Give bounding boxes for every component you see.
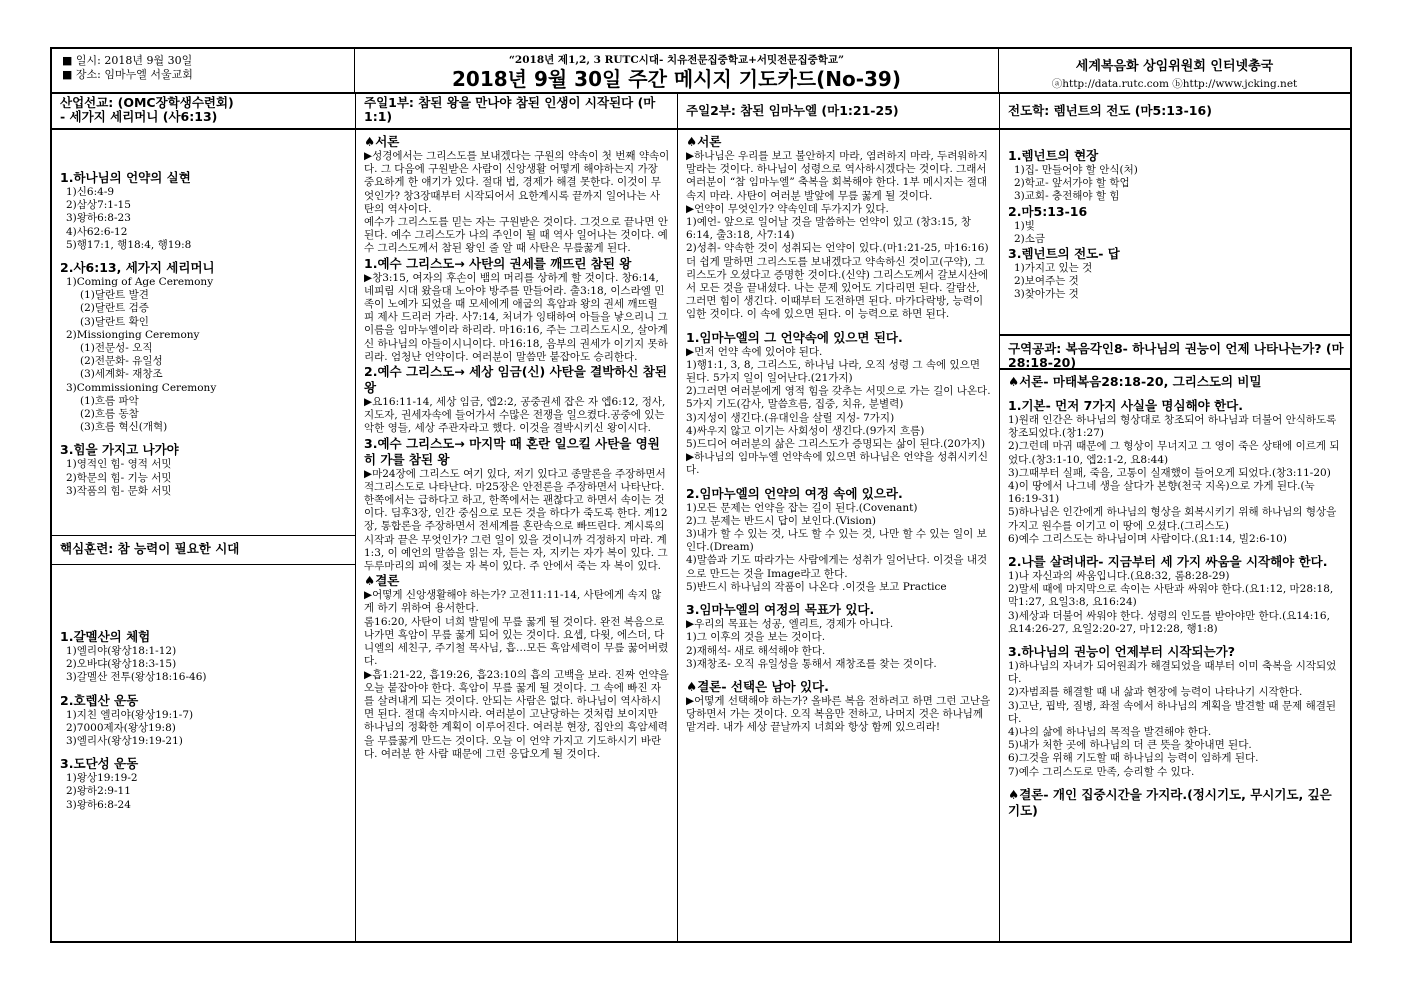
list-subitem: (3)세계화- 재창조 <box>80 368 163 381</box>
list-subitem: (1)흐름 파악 <box>80 394 139 407</box>
list-item: 3)왕하6:8-24 <box>66 798 131 811</box>
column-body-2 <box>52 565 355 812</box>
paragraph: 2)그 분제는 반드시 답이 보인다.(Vision) <box>686 514 876 527</box>
list-item: 2)왕하2:9-11 <box>66 785 131 798</box>
paragraph: ▶성경에서는 그리스도를 보내겠다는 구원의 약속이 첫 번째 약속이다. 그 다음에 구원받은 사람이 신앙생활 어떻게 해야하는지 가장 중요하게 한 얘기가 있다. 절대 법, 경제가 해결 못한다. 이것이 무엇인가? 창3장때부터 시작되어서 요한계시록 끝까지 일어나는 사탄의 역사이다. <box>364 150 670 215</box>
paragraph: 6)예수 그리스도는 하나님이며 사람이다.(요1:14, 빌2:6-10) <box>1008 532 1287 545</box>
list-item: 1)빛 <box>1014 219 1035 232</box>
section-heading: 2.예수 그리스도→ 세상 임금(신) 사탄을 결박하신 참된 왕 <box>364 364 667 396</box>
paragraph: 4)싸우지 않고 이기는 사회성이 생긴다.(9가지 흐름) <box>686 424 925 437</box>
section-heading: 2.호렙산 운동 <box>60 692 139 708</box>
spacer <box>60 252 348 260</box>
list-item: 1)엘리야(왕상18:1-12) <box>66 645 177 657</box>
header-subtitle: “2018년 제1,2, 3 RUTC시대- 치유전문집중학교+서밋전문집중학교” <box>508 54 845 66</box>
paragraph: 1)나 자신과의 싸움입니다.(요8:32, 롬8:28-29) <box>1008 570 1230 583</box>
header-title-box <box>355 49 999 92</box>
section-heading: 3.예수 그리스도→ 마지막 때 혼란 일으킬 사탄을 영원히 가를 참된 왕 <box>364 435 660 467</box>
column-evangelism <box>1000 92 1350 941</box>
section-heading: ♠결론- 선택은 남아 있다. <box>686 678 829 694</box>
section-heading: ♠서론 <box>364 134 400 149</box>
paragraph: 1)원래 인간은 하나님의 형상대로 창조되어 하나님과 더불어 안식하도록 창조되었다.(창1:27) <box>1008 414 1337 440</box>
section-heading: 3.임마누엘의 여정의 목표가 있다. <box>686 602 875 618</box>
section-heading: 2.사6:13, 세가지 세리머니 <box>60 260 215 276</box>
spacer <box>60 748 348 756</box>
list-item: 1)집- 만들어야 할 안식(처) <box>1014 164 1138 176</box>
paragraph: 3)지성이 생긴다.(유대인을 살릴 지성- 7가지) <box>686 411 895 424</box>
date-line: ■ 일시: 2018년 9월 30일 <box>62 54 193 67</box>
paragraph: 7)예수 그리스도로 만족, 승리할 수 있다. <box>1008 765 1195 778</box>
list-item: 3)교회- 충전해야 할 힘 <box>1014 190 1120 203</box>
section-heading: 3.도단성 운동 <box>60 756 139 772</box>
column-sermon-1 <box>356 92 678 941</box>
paragraph: ▶요16:11-14, 세상 임금, 엡2:2, 공중권세 잡은 자 엡6:12, 정사, 지도자, 권세자속에 들어가서 수많은 전쟁을 일으켰다.공중에 있는 악한 영들, 세상 주관자라고 했다. 이것을 결박시키신 왕이시다. <box>364 396 666 435</box>
section-heading: 1.예수 그리스도→ 사탄의 권세를 깨뜨린 참된 왕 <box>364 255 632 271</box>
paragraph: 5)반드시 하나님의 작품이 나온다 .이것을 보고 Practice <box>686 580 947 593</box>
column-body <box>1000 130 1350 302</box>
paragraph: 1)모든 문제는 언약을 잡는 길이 된다.(Covenant) <box>686 501 918 514</box>
section-heading: 2.임마누엘의 언약의 여정 속에 있으라. <box>686 485 903 501</box>
list-item: 1)신6:4-9 <box>66 186 115 198</box>
section-heading: 1.기본- 먼저 7가지 사실을 명심해야 한다. <box>1008 398 1243 413</box>
list-item: 2)소금 <box>1014 232 1046 245</box>
list-item: 3)갈멜산 전투(왕상18:16-46) <box>66 671 207 684</box>
spacer <box>1008 636 1343 644</box>
list-item: 4)사62:6-12 <box>66 225 128 238</box>
page-title: 2018년 9월 30일 주간 메시지 기도카드(No-39) <box>452 67 901 91</box>
spacer <box>686 478 992 486</box>
list-item: 2)삼상7:1-15 <box>66 199 131 212</box>
section-heading: 2.나를 살려내라- 지금부터 세 가지 싸움을 시작해야 한다. <box>1008 554 1328 570</box>
paragraph: 3)고난, 핍박, 질병, 좌절 속에서 하나님의 계획을 발견할 때 문제 해결된다. <box>1008 699 1337 725</box>
section-heading: ♠결론- 개인 집중시간을 가지라.(정시기도, 무시기도, 깊은기도) <box>1008 786 1332 818</box>
list-item: 1)가지고 있는 것 <box>1014 262 1093 275</box>
column-body <box>678 130 999 735</box>
paragraph: 5)드디어 여러분의 삶은 그리스도가 증명되는 삶이 된다.(20가지) <box>686 438 986 451</box>
list-subitem: (3)흐름 혁신(개혁) <box>80 421 168 434</box>
paragraph: ▶하나님의 임마누엘 언약속에 있으면 하나님은 언약을 성취시키신다. <box>686 451 988 477</box>
list-item: 3)Commissioning Ceremony <box>66 381 217 394</box>
paragraph: ▶흡1:21-22, 흡19:26, 흡23:10의 흡의 고백을 보라. 진짜 언약을 오늘 붙잡아야 한다. 흑암이 무릎 꿇게 될 것이다. 그 속에 빠진 자를 살려내게 되는 것이다. 안되는 사람은 없다. 하나님이 역사하시면 된다. 절대 속지마시라. 여러분이 고난당하는 것처럼 보이지만 하나님의 정확한 계획이 이루어진다. 여러분 현장, 집안의 흑암세력을 무릎꿇게 만드는 것이다. 오늘 이 언약 가지고 기도하시기 바란다. 여러분 한 사람 때문에 그런 응답오게 될 것이다. <box>364 668 669 760</box>
paragraph: 더 쉽게 말하면 그리스도를 보내겠다고 약속하신 것이고(구약), 그리스도가 오셨다고 증명한 것이다.(신약) 그리스도께서 갈보시산에서 모든 것을 끝내셨다. 나는 문제 있어도 기다리면 된다. 갈람산, 그러면 힘이 생긴다. 이때부터 도전하면 된다. 마가다락방, 능력이 임한 것이다. 이 속에 있으면 된다. 이 능력으로 하면 된다. <box>686 255 989 321</box>
list-item: 1)지친 엘리야(왕상19:1-7) <box>66 708 194 721</box>
list-subitem: (2)흐름 동참 <box>80 408 139 421</box>
paragraph: 2)그런데 마귀 때문에 그 형상이 무너지고 그 영이 죽은 상태에 이르게 되었다.(창3:1-10, 엡2:1-2, 요8:44) <box>1008 440 1340 466</box>
paragraph: 1)그 이후의 것을 보는 것이다. <box>686 631 826 644</box>
column-heading: 주일2부: 참된 임마누엘 (마1:21-25) <box>678 92 999 130</box>
spacer <box>686 671 992 679</box>
list-subitem: (1)달란트 발견 <box>80 289 149 302</box>
section-heading: ♠서론 <box>686 134 722 149</box>
paragraph: 2)그러면 여러분에게 영적 힘을 갖추는 서밋으로 가는 길이 나온다. 5가지 기도(감사, 말씀흐름, 집중, 치유, 분별력) <box>686 385 991 411</box>
column-body <box>52 130 355 498</box>
column-heading: 주일1부: 참된 왕을 만나야 참된 인생이 시작된다 (마1:1) <box>356 92 677 130</box>
list-item: 3)작품의 힘- 문화 서밋 <box>66 484 172 497</box>
place-line: ■ 장소: 임마누엘 서울교회 <box>62 68 193 81</box>
paragraph: ▶먼저 언약 속에 있어야 된다. <box>686 345 823 358</box>
header-info <box>52 49 355 92</box>
spacer <box>1008 779 1343 787</box>
list-item: 1)Coming of Age Ceremony <box>66 276 214 289</box>
paragraph: ▶언약이 무엇인가? 약속인데 두가지가 있다. <box>686 202 889 215</box>
section-heading: 3.하나님의 권능이 언제부터 시작되는가? <box>1008 644 1235 660</box>
list-subitem: (3)달란트 확인 <box>80 315 149 328</box>
paragraph: 3)그때부터 실패, 죽음, 고통이 실재했이 들어오게 되었다.(창3:11-20) <box>1008 466 1331 479</box>
column-sermon-2 <box>678 92 1000 941</box>
section-heading: 2.마5:13-16 <box>1008 203 1088 219</box>
section-heading-cell-lesson: 구역공과: 복음각인8- 하나님의 권능이 언제 나타나는가? (마28:18-20) <box>1000 334 1350 370</box>
list-item: 2)Missionging Ceremony <box>66 328 200 341</box>
org-name: 세계복음화 상임위원회 인터넷총국 <box>1075 59 1274 74</box>
paragraph: ▶창3:15, 여자의 후손이 뱀의 머리를 상하게 할 것이다. 창6:14, 네피림 시대 왔을대 노아야 방주를 만들어라. 출3:18, 이스라엘 민족이 노예가 되었을 때 모세에게 애굽의 흑암과 왕의 권세 깨뜨릴 피 제사 드리러 가라. 사7:14, 처녀가 잉태하여 아들을 낳으리니 그 이름을 임마누엘이라 하리라. 마16:16, 주는 그리스도시오, 살아계신 하나님의 아들이시니이다. 마16:18, 음부의 권세가 이기지 못하리라. 엄청난 언약이다. 여러분이 말씀만 붙잡아도 승리한다. <box>364 271 668 363</box>
spacer <box>1008 390 1343 398</box>
paragraph: 1)예언- 앞으로 일어날 것을 말씀하는 언약이 있고 (창3:15, 창6:14, 출3:18, 사7:14) <box>686 216 972 242</box>
list-item: 3)찾아가는 것 <box>1014 288 1079 301</box>
column-body-2 <box>1000 370 1350 819</box>
list-subitem: (2)달란트 검증 <box>80 302 149 315</box>
paragraph: 1)하나님의 자녀가 되어원죄가 해결되었을 때부터 이미 축복을 시작되었다. <box>1008 660 1337 686</box>
paragraph: 2)말세 때에 마지막으로 속이는 사탄과 싸워야 한다.(요1:12, 마28:18, 막1:27, 요일3:8, 요16:24) <box>1008 583 1334 609</box>
list-item: 3)엘리사(왕상19:19-21) <box>66 735 183 748</box>
list-item: 2)보여주는 것 <box>1014 275 1079 288</box>
paragraph: ▶우리의 목표는 성공, 엘리트, 경제가 아니다. <box>686 618 894 631</box>
list-item: 3)왕하6:8-23 <box>66 212 131 225</box>
paragraph: 5)하나님은 인간에게 하나님의 형상을 회복시키기 위해 하나님의 형상을 가지고 원수를 이기고 이 땅에 오셨다.(그리스도) <box>1008 506 1337 532</box>
paragraph: 2)재해석- 새로 해석해야 한다. <box>686 644 826 657</box>
section-heading: 3.힘을 가지고 나가야 <box>60 442 179 458</box>
list-item: 2)7000제자(왕상19:8) <box>66 721 176 734</box>
paragraph: 6)그것을 위해 기도할 때 하나님의 능력이 임하게 된다. <box>1008 752 1259 765</box>
list-item: 1)왕상19:19-2 <box>66 772 138 785</box>
paragraph: ▶어떻게 선택해야 하는가? 올바른 복음 전하려고 하면 그런 고난을 당하면서 가는 것이다. 오직 복음만 전하고, 나머지 것은 하나님께 맡겨라. 내가 세상 끝날까지 너희와 항상 함께 있으리라! <box>686 694 991 734</box>
spacer <box>686 322 992 330</box>
prayer-card <box>50 47 1352 943</box>
section-heading: 1.임마누엘의 그 언약속에 있으면 된다. <box>686 329 903 345</box>
section-heading: 1.하나님의 언약의 실현 <box>60 170 191 185</box>
section-heading-core-training: 핵심훈련: 참 능력이 필요한 시대 <box>52 535 355 565</box>
paragraph: 3)세상과 더불어 싸워야 한다. 성령의 인도를 받아야만 한다.(요14:16, 요14:26-27, 요일2:20-27, 마12:28, 행1:8) <box>1008 609 1330 635</box>
paragraph: 4)이 땅에서 나그네 생을 살다가 본향(천국 지옥)으로 가게 된다.(눅16:19-31) <box>1008 480 1315 506</box>
paragraph: 2)자범죄를 해결할 때 내 삶과 현장에 능력이 나타나기 시작한다. <box>1008 686 1303 699</box>
paragraph: 4)나의 삶에 하나님의 목적을 발견해야 한다. <box>1008 726 1212 739</box>
spacer <box>686 594 992 602</box>
list-item: 2)오바댜(왕상18:3-15) <box>66 658 177 671</box>
column-industrial-mission <box>52 92 356 941</box>
list-item: 5)행17:1, 행18:4, 행19:8 <box>66 238 192 251</box>
paragraph: 4)말씀과 기도 따라가는 사람에게는 성취가 일어난다. 이것을 내것으로 만드는 것을 Image라고 한다. <box>686 554 988 580</box>
column-body <box>356 130 677 761</box>
section-heading: ♠서론- 마태복음28:18-20, 그리스도의 비밀 <box>1008 374 1262 389</box>
section-heading: 3.렘넌트의 전도- 답 <box>1008 246 1120 262</box>
list-item: 2)학교- 앞서가야 할 학업 <box>1014 177 1130 190</box>
list-item: 2)학문의 힘- 기능 서밋 <box>66 471 172 484</box>
section-heading: ♠결론 <box>364 573 400 589</box>
paragraph: 3)재창조- 오직 유일성을 통해서 재창조를 찾는 것이다. <box>686 657 937 670</box>
paragraph: 5)내가 처한 곳에 하나님의 더 큰 뜻을 찾아내면 된다. <box>1008 739 1252 752</box>
spacer <box>60 685 348 693</box>
section-heading: 1.갈멜산의 체험 <box>60 629 151 644</box>
column-heading: 산업선교: (OMC장학생수련회) - 세가지 세리머니 (사6:13) <box>52 92 355 130</box>
paragraph: 예수가 그리스도를 믿는 자는 구원받은 것이다. 그것으로 끝나면 안된다. 예수 그리스도가 나의 주인이 될 때 역사 일어나는 것이다. 예수 그리스도께서 참된 왕인 줄 알 때 사탄은 무릎꿇게 된다. <box>364 216 668 255</box>
org-urls: ⓐhttp://data.rutc.com ⓑhttp://www.jcking.net <box>1051 78 1298 90</box>
paragraph: 3)내가 할 수 있는 것, 나도 할 수 있는 것, 나만 할 수 있는 일이 보인다.(Dream) <box>686 528 987 554</box>
header <box>52 49 1350 94</box>
list-subitem: (2)전문화- 유일성 <box>80 355 163 368</box>
list-item: 1)영적인 힘- 영적 서밋 <box>66 458 172 471</box>
paragraph: 롬16:20, 사탄이 너희 발밑에 무릎 꿇게 될 것이다. 완전 복음으로 나가면 흑암이 무릎 꿇게 되어 있는 것이다. 요셉, 다윗, 에스더, 다니엘의 세친구, 주기철 목사님, 흡…모든 흑암세력이 무릎 꿇어버렸다. <box>364 615 669 668</box>
paragraph: ▶하나님은 우리를 보고 불안하지 마라, 염려하지 마라, 두려워하지 말라는 것이다. 하나님이 성령으로 역사하시겠다는 것이다. 그래서 여러분이 “참 임마누엘” 축복을 회복해야 한다. 1부 메시지는 절대 속지 마라. 사탄이 여러분 발앞에 무릎 꿇게 될 것이다. <box>686 150 988 202</box>
list-subitem: (1)전문성- 오직 <box>80 342 153 355</box>
paragraph: ▶마24장에 그리스도 여기 있다, 저기 있다고 종말론을 주장하면서 적그리스도로 나타난다. 마25장은 안전론을 주장하면서 나타난다. 한쪽에서는 급하다고 하고, 한쪽에서는 괜찮다고 하면서 속이는 것이다. 딤후3장, 인간 중심으로 모든 것을 하다가 죽도록 한다. 계12장, 통합론을 주장하면서 전세계를 혼란속으로 빠뜨린다. 계시록의 시작과 끝은 무엇인가? 그런 일이 있을 것이니까 걱정하지 마라. 계1:3, 이 예언의 말씀을 읽는 자, 듣는 자, 지키는 자가 복이 있다. 그 두루마리의 피에 젖는 자 복이 있다. 주 안에서 죽는 자 복이 있다. <box>364 467 668 573</box>
section-heading: 1.렘넌트의 현장 <box>1008 148 1099 163</box>
spacer <box>1008 546 1343 554</box>
paragraph: ▶어떻게 신앙생활해야 하는가? 고전11:11-14, 사탄에게 속지 않게 하기 위하여 용서한다. <box>364 589 662 615</box>
paragraph: 2)성취- 약속한 것이 성취되는 언약이 있다.(마1:21-25, 마16:16) <box>686 242 989 255</box>
header-org <box>999 49 1350 92</box>
paragraph: 1)행1:1, 3, 8, 그리스도, 하나님 나라, 오직 성령 그 속에 있으면 된다. 5가지 일이 일어난다.(21가지) <box>686 358 980 385</box>
column-heading: 전도학: 렘넌트의 전도 (마5:13-16) <box>1000 92 1350 130</box>
spacer <box>60 434 348 442</box>
